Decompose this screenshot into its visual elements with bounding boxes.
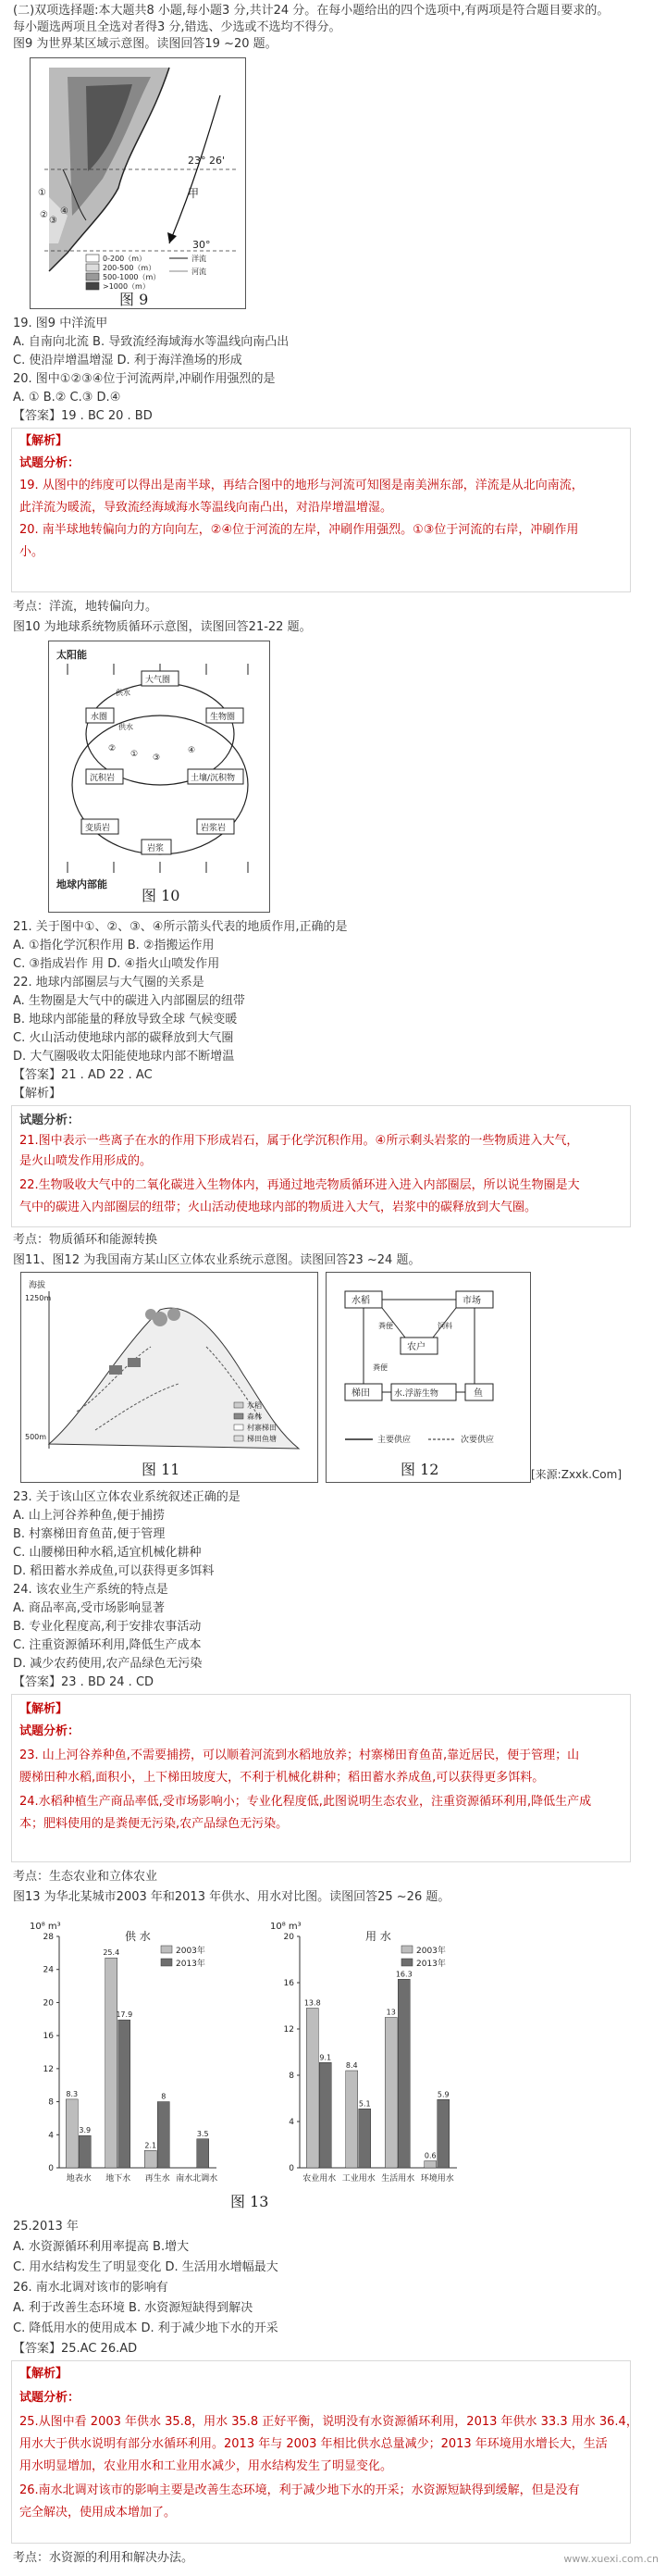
node-plankton: 水.浮游生物 <box>394 1389 438 1399</box>
water-bar-charts <box>22 1909 485 2192</box>
explanation-tag-1: 【解析】 <box>19 434 68 448</box>
q24-stem: 24. 该农业生产系统的特点是 <box>13 1583 168 1597</box>
cycle-diagram-drawing <box>49 641 269 912</box>
legend-swatch <box>401 1959 413 1966</box>
node-farmer: 农户 <box>407 1342 426 1352</box>
x-category-label: 农业用水 <box>302 2174 337 2184</box>
figure-13-caption: 图 13 <box>230 2193 269 2210</box>
x-category-label: 南水北调水 <box>176 2174 218 2184</box>
q21-options-1: A. ①指化学沉积作用 B. ②指搬运作用 <box>13 939 215 952</box>
explanation-3-line-1: 23. 山上河谷养种鱼,不需要捕捞，可以顺着河流到水稻地放养；村寨梯田育鱼苗,靠近居民，便于管理；山 <box>19 1748 580 1762</box>
y-tick-label: 24 <box>43 1965 54 1975</box>
q24-option-b: B. 专业化程度高,利于安排农事活动 <box>13 1620 202 1634</box>
node-atmosphere: 大气圈 <box>145 676 171 685</box>
explanation-4-line-4: 26.南水北调对该市的影响主要是改善生态环境，利于减少地下水的开采；水资源短缺得到缓解，但是没有 <box>19 2483 580 2497</box>
kaodian-1: 考点：洋流，地转偏向力。 <box>13 600 158 614</box>
bar <box>157 2102 169 2168</box>
legend-item-3: 500-1000（m） <box>103 273 161 281</box>
kaodian-2: 考点：物质循环和能源转换 <box>13 1233 158 1247</box>
explanation-box-3 <box>11 1694 631 1862</box>
bar-value-label: 8.4 <box>345 2061 358 2070</box>
bar-value-label: 25.4 <box>103 1948 120 1958</box>
kaodian-3: 考点：生态农业和立体农业 <box>13 1870 158 1884</box>
y-tick-label: 12 <box>283 2025 294 2035</box>
q19-options-2: C. 使沿岸增温增湿 D. 利于海洋渔场的形成 <box>13 354 242 367</box>
legend-item-2: 200-500（m） <box>103 264 156 272</box>
q23-option-a: A. 山上河谷养种鱼,便于捕捞 <box>13 1509 166 1523</box>
y-tick-label: 28 <box>43 1933 54 1942</box>
q21-options-2: C. ③指成岩作 用 D. ④指火山喷发作用 <box>13 957 220 971</box>
q24-option-a: A. 商品率高,受市场影响显著 <box>13 1601 166 1615</box>
x-category-label: 环境用水 <box>420 2174 454 2184</box>
answer-23-24: 【答案】23 . BD 24 . CD <box>13 1675 154 1689</box>
q24-option-d: D. 减少农药使用,农产品绿色无污染 <box>13 1657 203 1671</box>
label-water-supply-1: 供水 <box>116 689 130 697</box>
instructions-line-1: (二)双项选择题:本大题共8 小题,每小题3 分,共计24 分。在每小题给出的四个选项中,有两项是符合题目要求的。 <box>13 4 610 18</box>
node-magma: 岩浆 <box>147 844 165 853</box>
bar-value-label: 9.1 <box>319 2053 332 2062</box>
node-hydrosphere: 水圈 <box>91 713 108 722</box>
q25-options-1: A. 水资源循环利用率提高 B.增大 <box>13 2240 190 2254</box>
answer-25-26: 【答案】25.AC 26.AD <box>13 2342 138 2356</box>
q22-option-a: A. 生物圈是大气中的碳进入内部圈层的纽带 <box>13 994 245 1008</box>
y-tick-label: 8 <box>289 2072 294 2081</box>
y-tick-label: 4 <box>48 2131 54 2141</box>
node-metamorphic-rock: 变质岩 <box>85 824 111 833</box>
bar-value-label: 5.9 <box>437 2090 450 2099</box>
q26-stem: 26. 南水北调对该市的影响有 <box>13 2281 168 2295</box>
y-tick-label: 12 <box>43 2064 54 2074</box>
bar-value-label: 0.6 <box>424 2151 437 2160</box>
bar <box>425 2161 437 2169</box>
x-category-label: 再生水 <box>144 2174 170 2184</box>
num-1: ① <box>38 188 46 198</box>
x-category-label: 生活用水 <box>381 2174 415 2184</box>
legend-secondary-supply: 次要供应 <box>461 1436 495 1445</box>
q23-option-b: B. 村寨梯田育鱼苗,便于管理 <box>13 1527 166 1541</box>
explanation-2-line-1: 21.图中表示一些离子在水的作用下形成岩石，属于化学沉积作用。④所示剩头岩浆的一些物质进入大气， <box>19 1134 579 1148</box>
explanation-1-line-2: 此洋流为暖流，导致流经海域海水等温线向南凸出，对沿岸增温增湿。 <box>19 501 393 515</box>
answer-19-20: 【答案】19 . BC 20 . BD <box>13 409 153 423</box>
q23-stem: 23. 关于该山区立体农业系统叙述正确的是 <box>13 1490 240 1504</box>
legend-swatch <box>401 1946 413 1953</box>
legend-swatch <box>161 1959 172 1966</box>
y-tick-label: 20 <box>43 1998 54 2009</box>
altitude-1250: 1250m <box>25 1294 52 1302</box>
bar-value-label: 3.9 <box>79 2126 92 2135</box>
arrow-label-3: ③ <box>153 753 161 763</box>
terrace-drawing <box>21 1273 317 1482</box>
bar-value-label: 3.5 <box>196 2129 209 2138</box>
q22-option-b: B. 地球内部能量的释放导致全球 气候变暖 <box>13 1013 238 1027</box>
explanation-4-line-3: 用水明显增加，农业用水和工业用水减少，用水结构发生了明显变化。 <box>19 2459 393 2473</box>
bar <box>319 2062 331 2168</box>
legend-swatch <box>161 1946 172 1953</box>
solar-energy-label: 太阳能 <box>56 649 87 661</box>
bar-value-label: 13 <box>386 2008 396 2017</box>
num-2: ② <box>40 210 48 220</box>
y-tick-label: 0 <box>48 2164 54 2173</box>
node-rice: 水稻 <box>352 1296 370 1306</box>
explanation-box-1 <box>11 428 631 592</box>
figure-9-map <box>30 57 246 309</box>
bar-value-label: 8 <box>161 2092 166 2101</box>
q19-options-1: A. 自南向北流 B. 导致流经海域海水等温线向南凸出 <box>13 335 290 349</box>
watermark-text: www.xuexi.com.cn <box>563 2553 659 2565</box>
bar-value-label: 8.3 <box>66 2089 79 2098</box>
legend-label: 2013年 <box>176 1960 205 1969</box>
figure-10-intro: 图10 为地球系统物质循环示意图，读图回答21-22 题。 <box>13 620 312 634</box>
explanation-box-4 <box>11 2360 638 2544</box>
earth-internal-energy-label: 地球内部能 <box>56 878 107 890</box>
arrow-label-2: ② <box>108 744 117 753</box>
explanation-2-line-4: 气中的碳进入内部圈层的纽带；火山活动使地球内部的物质进入大气，岩浆中的碳释放到大气圈。 <box>19 1201 537 1214</box>
node-terrace: 梯田 <box>352 1388 370 1399</box>
legend-terrace-pond: 梯田鱼塘 <box>247 1435 277 1443</box>
q24-option-c: C. 注重资源循环利用,降低生产成本 <box>13 1638 202 1652</box>
node-soil-sediment: 土壤/沉积物 <box>191 774 236 783</box>
y-tick-label: 16 <box>43 2032 54 2042</box>
bar-value-label: 13.8 <box>303 1998 321 2008</box>
figure-11-12-intro: 图11、图12 为我国南方某山区立体农业系统示意图。读图回答23 ~24 题。 <box>13 1253 421 1267</box>
bar <box>359 2109 371 2168</box>
bar-value-label: 16.3 <box>395 1970 413 1979</box>
q21-stem: 21. 关于图中①、②、③、④所示箭头代表的地质作用,正确的是 <box>13 920 348 934</box>
explanation-4-line-5: 完全解决，使用成本增加了。 <box>19 2506 177 2520</box>
altitude-label: 海拔 <box>29 1281 46 1290</box>
bar <box>398 1979 410 2168</box>
bar <box>385 2018 397 2169</box>
x-category-label: 地下水 <box>105 2174 131 2184</box>
q20-stem: 20. 图中①②③④位于河流两岸,冲刷作用强烈的是 <box>13 372 276 386</box>
legend-label: 2003年 <box>176 1947 205 1956</box>
explanation-title-1: 试题分析： <box>19 456 80 470</box>
legend-item-4: >1000（m） <box>103 282 150 291</box>
current-label-jia: 甲 <box>188 187 200 200</box>
explanation-tag-4: 【解析】 <box>19 2367 68 2381</box>
flow-diagram-drawing <box>327 1273 530 1482</box>
explanation-3-line-4: 本；肥料使用的是粪便无污染,农产品绿色无污染。 <box>19 1817 289 1831</box>
figure-10-diagram <box>48 641 270 913</box>
y-tick-label: 4 <box>289 2118 294 2127</box>
label-feed: 饲料 <box>438 1322 452 1330</box>
bar <box>105 1958 117 2168</box>
figure-12-flow <box>326 1272 531 1483</box>
legend-label: 2013年 <box>416 1960 446 1969</box>
y-tick-label: 16 <box>283 1979 294 1988</box>
q23-option-c: C. 山腰梯田种水稻,适宜机械化耕种 <box>13 1546 202 1560</box>
figure-9-caption: 图 9 <box>119 291 149 308</box>
q23-option-d: D. 稻田蓄水养成鱼,可以获得更多饵料 <box>13 1564 215 1578</box>
explanation-1-line-4: 小。 <box>19 545 44 559</box>
node-biosphere: 生物圈 <box>210 713 236 722</box>
num-4: ④ <box>60 206 68 217</box>
bar <box>144 2150 156 2168</box>
bar <box>438 2099 450 2168</box>
label-manure-2: 粪便 <box>373 1363 388 1372</box>
q22-option-c: C. 火山活动使地球内部的碳释放到大气圈 <box>13 1031 234 1045</box>
arrow-label-1: ① <box>130 750 139 759</box>
explanation-2-line-2: 是火山喷发作用形成的。 <box>19 1154 153 1168</box>
bar <box>197 2139 209 2168</box>
node-sedimentary-rock: 沉积岩 <box>90 774 116 783</box>
label-water-supply-2: 供水 <box>118 723 133 731</box>
bar <box>118 2020 130 2168</box>
answer-21-22: 【答案】21 . AD 22 . AC <box>13 1068 153 1082</box>
legend-river: 河流 <box>191 268 206 276</box>
explanation-tag-3: 【解析】 <box>19 1702 68 1716</box>
kaodian-4: 考点：水资源的利用和解决办法。 <box>13 2551 194 2565</box>
figure-10-caption: 图 10 <box>142 887 180 904</box>
x-category-label: 地表水 <box>66 2174 92 2184</box>
bar <box>66 2099 78 2168</box>
bar-value-label: 2.1 <box>144 2141 157 2150</box>
chart-title: 供 水 <box>125 1930 151 1943</box>
q25-options-2: C. 用水结构发生了明显变化 D. 生活用水增幅最大 <box>13 2260 278 2274</box>
explanation-title-3: 试题分析： <box>19 1724 80 1738</box>
node-market: 市场 <box>462 1296 481 1306</box>
legend-label: 2003年 <box>416 1947 446 1956</box>
bar <box>346 2071 358 2168</box>
y-unit-label: 10⁸ m³ <box>270 1922 302 1932</box>
lat-label-1: 23° 26' <box>188 155 226 167</box>
lat-label-2: 30° <box>192 239 211 251</box>
explanation-2-line-3: 22.生物吸收大气中的二氧化碳进入生物体内，再通过地壳物质循环进入进入内部圈层，所以说生物圈是大 <box>19 1178 580 1192</box>
legend-village-terrace: 村寨梯田 <box>247 1424 277 1432</box>
explanation-box-2 <box>11 1105 631 1227</box>
explanation-4-line-1: 25.从图中看 2003 年供水 35.8，用水 35.8 正好平衡，说明没有水资源循环利用，2013 年供水 33.3 用水 36.4， <box>19 2415 638 2429</box>
node-igneous-rock: 岩浆岩 <box>201 824 227 833</box>
instructions-line-2: 每小题选两项且全选对者得3 分,错选、少选或不选均不得分。 <box>13 20 341 34</box>
map-9-drawing <box>31 58 245 308</box>
y-tick-label: 0 <box>289 2164 294 2173</box>
explanation-1-line-3: 20. 南半球地转偏向力的方向向左，②④位于河流的左岸，冲刷作用强烈。①③位于河流的右岸，冲刷作用 <box>19 523 579 537</box>
q22-stem: 22. 地球内部圈层与大气圈的关系是 <box>13 976 204 989</box>
node-fish: 鱼 <box>474 1388 483 1399</box>
legend-forest: 森林 <box>247 1412 262 1421</box>
chart-title: 用 水 <box>365 1930 391 1943</box>
x-category-label: 工业用水 <box>341 2174 376 2184</box>
legend-rice: 水稻 <box>247 1401 262 1410</box>
explanation-3-line-3: 24.水稻种植生产商品率低,受市场影响小；专业化程度低,此图说明生态农业，注重资源循环利用,降低生产成 <box>19 1795 592 1809</box>
explanation-title-2: 试题分析： <box>19 1114 80 1127</box>
bar-value-label: 5.1 <box>358 2099 371 2109</box>
legend-main-supply: 主要供应 <box>377 1436 412 1445</box>
y-tick-label: 20 <box>283 1933 294 1942</box>
q26-options-1: A. 利于改善生态环境 B. 水资源短缺得到解决 <box>13 2301 253 2315</box>
explanation-tag-2: 【解析】 <box>13 1087 62 1101</box>
num-3: ③ <box>49 216 57 226</box>
y-tick-label: 8 <box>48 2097 54 2108</box>
explanation-3-line-2: 腰梯田种水稻,面积小，上下梯田坡度大，不利于机械化耕种；稻田蓄水养成鱼,可以获得更多饵料。 <box>19 1771 545 1785</box>
label-manure-1: 粪便 <box>378 1322 393 1330</box>
y-unit-label: 10⁸ m³ <box>30 1922 61 1932</box>
figure-13-charts <box>22 1909 485 2214</box>
explanation-1-line-1: 19. 从图中的纬度可以得出是南半球，再结合图中的地形与河流可知图是南美洲东部，洋流是从北向南流， <box>19 479 584 492</box>
legend-item-1: 0-200（m） <box>103 255 147 263</box>
figure-12-caption: 图 12 <box>401 1461 439 1478</box>
q26-options-2: C. 降低用水的使用成本 D. 利于减少地下水的开采 <box>13 2321 278 2335</box>
altitude-500: 500m <box>25 1433 47 1441</box>
explanation-title-4: 试题分析： <box>19 2391 80 2405</box>
figure-11-caption: 图 11 <box>142 1461 180 1478</box>
q19-stem: 19. 图9 中洋流甲 <box>13 317 108 330</box>
figure-13-intro: 图13 为华北某城市2003 年和2013 年供水、用水对比图。读图回答25 ~26 题。 <box>13 1890 450 1904</box>
bar <box>306 2009 318 2169</box>
figure-11-terrace <box>20 1272 318 1483</box>
legend-ocean: 洋流 <box>191 255 206 263</box>
figure-9-intro: 图9 为世界某区域示意图。读图回答19 ~20 题。 <box>13 37 278 51</box>
bar-value-label: 17.9 <box>116 2010 133 2020</box>
bar <box>79 2135 91 2168</box>
q22-option-d: D. 大气圈吸收太阳能使地球内部不断增温 <box>13 1050 235 1064</box>
q20-options: A. ① B.② C.③ D.④ <box>13 391 121 404</box>
q25-stem: 25.2013 年 <box>13 2220 79 2234</box>
arrow-label-4: ④ <box>188 746 196 755</box>
explanation-4-line-2: 用水大于供水说明有部分水循环利用。2013 年与 2003 年相比供水总量减少；2013 年环境用水增长大，生活 <box>19 2437 608 2451</box>
source-note: [来源:Zxxk.Com] <box>531 1468 623 1481</box>
